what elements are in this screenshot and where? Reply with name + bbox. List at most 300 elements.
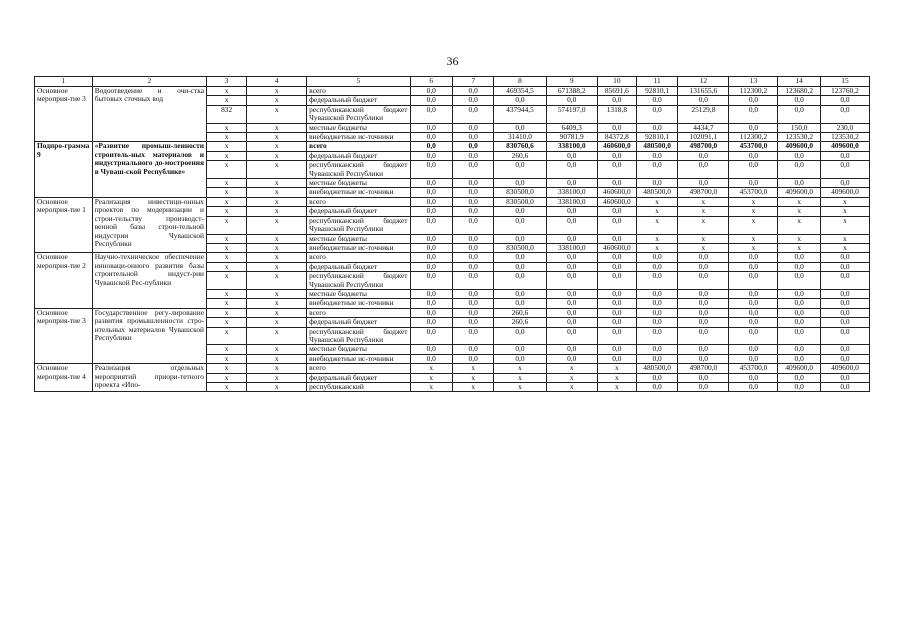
value-cell: 0,0 (678, 318, 729, 327)
code-cell: х (206, 87, 246, 96)
value-cell: 92810,1 (636, 87, 677, 96)
code-cell: х (247, 345, 307, 354)
code-cell: х (247, 216, 307, 234)
value-cell: 0,0 (636, 123, 677, 132)
header-cell: 12 (678, 77, 729, 87)
value-cell: 0,0 (494, 289, 546, 298)
value-cell: 0,0 (453, 151, 494, 160)
value-cell: 0,0 (636, 151, 677, 160)
value-cell: 84372,8 (597, 133, 636, 142)
value-cell: х (729, 197, 778, 206)
value-cell: 0,0 (729, 105, 778, 123)
value-cell: 409600,0 (778, 142, 820, 151)
value-cell: 0,0 (778, 289, 820, 298)
program-label: Основное мероприя-тие 1 (35, 197, 93, 252)
code-cell: 832 (206, 105, 246, 123)
value-cell: 0,0 (636, 105, 677, 123)
value-cell: 0,0 (778, 345, 820, 354)
value-cell: 0,0 (546, 345, 597, 354)
value-cell: х (453, 383, 494, 392)
code-cell: х (206, 151, 246, 160)
funding-source: республиканский бюджет Чувашской Республики (307, 161, 410, 179)
value-cell: 0,0 (410, 207, 452, 216)
value-cell: 0,0 (729, 151, 778, 160)
value-cell: 0,0 (494, 262, 546, 271)
header-cell: 2 (92, 77, 206, 87)
table-row (35, 87, 870, 96)
funding-source: внебюджетные ис-точники (307, 354, 410, 363)
value-cell: х (494, 373, 546, 382)
code-cell: х (206, 308, 246, 317)
value-cell: 0,0 (453, 133, 494, 142)
funding-source: республиканский бюджет Чувашской Республики (307, 105, 410, 123)
value-cell: х (729, 243, 778, 252)
header-cell: 3 (206, 77, 246, 87)
value-cell: 0,0 (778, 308, 820, 317)
table-row (35, 197, 870, 206)
value-cell: х (729, 207, 778, 216)
funding-source: республиканский бюджет Чувашской Республики (307, 327, 410, 345)
funding-source: местные бюджеты (307, 289, 410, 298)
value-cell: 0,0 (546, 318, 597, 327)
program-label: Основное мероприя-тие 2 (35, 253, 93, 308)
value-cell: 409600,0 (778, 364, 820, 373)
value-cell: 0,0 (410, 243, 452, 252)
header-cell: 5 (307, 77, 410, 87)
value-cell: 0,0 (494, 354, 546, 363)
header-cell: 9 (546, 77, 597, 87)
value-cell: 0,0 (820, 161, 869, 179)
code-cell: х (247, 151, 307, 160)
value-cell: 25129,8 (678, 105, 729, 123)
value-cell: 0,0 (778, 318, 820, 327)
value-cell: 0,0 (678, 161, 729, 179)
value-cell: х (678, 207, 729, 216)
program-name: Государственное регу-лирование развития промышленности стро-ительных материалов Чувашской Республики (92, 308, 206, 363)
value-cell: 0,0 (410, 262, 452, 271)
value-cell: 0,0 (410, 179, 452, 188)
value-cell: 409600,0 (778, 188, 820, 197)
value-cell: 0,0 (410, 234, 452, 243)
value-cell: 480500,0 (636, 188, 677, 197)
funding-source: всего (307, 308, 410, 317)
value-cell: х (778, 243, 820, 252)
value-cell: 0,0 (546, 327, 597, 345)
value-cell: 1318,8 (597, 105, 636, 123)
funding-source: всего (307, 142, 410, 151)
value-cell: 480500,0 (636, 364, 677, 373)
code-cell: х (206, 142, 246, 151)
value-cell: 0,0 (820, 373, 869, 382)
value-cell: 0,0 (410, 354, 452, 363)
code-cell: х (247, 179, 307, 188)
value-cell: 0,0 (636, 96, 677, 105)
value-cell: 453700,0 (729, 364, 778, 373)
code-cell: х (247, 105, 307, 123)
value-cell: 0,0 (820, 308, 869, 317)
code-cell: х (206, 289, 246, 298)
value-cell: 112300,2 (729, 87, 778, 96)
value-cell: 0,0 (597, 299, 636, 308)
value-cell: 112300,2 (729, 133, 778, 142)
value-cell: 0,0 (678, 96, 729, 105)
value-cell: 0,0 (453, 345, 494, 354)
value-cell: х (820, 243, 869, 252)
value-cell: 123680,2 (778, 87, 820, 96)
value-cell: 131655,6 (678, 87, 729, 96)
value-cell: 0,0 (410, 327, 452, 345)
value-cell: 0,0 (678, 383, 729, 392)
value-cell: 460600,0 (597, 197, 636, 206)
value-cell: 498700,0 (678, 142, 729, 151)
code-cell: х (247, 373, 307, 382)
code-cell: х (247, 207, 307, 216)
value-cell: 0,0 (678, 253, 729, 262)
code-cell: х (247, 142, 307, 151)
value-cell: 0,0 (678, 299, 729, 308)
value-cell: 0,0 (597, 253, 636, 262)
value-cell: 0,0 (729, 262, 778, 271)
value-cell: 0,0 (778, 383, 820, 392)
table-body (35, 77, 870, 392)
value-cell: 0,0 (820, 345, 869, 354)
value-cell: 0,0 (729, 289, 778, 298)
value-cell: 0,0 (410, 318, 452, 327)
code-cell: х (206, 253, 246, 262)
value-cell: 0,0 (678, 354, 729, 363)
value-cell: 102091,1 (678, 133, 729, 142)
value-cell: 0,0 (636, 345, 677, 354)
value-cell: 92810,1 (636, 133, 677, 142)
code-cell: х (206, 133, 246, 142)
value-cell: 0,0 (820, 289, 869, 298)
value-cell: 0,0 (778, 299, 820, 308)
value-cell: 0,0 (778, 105, 820, 123)
code-cell: х (206, 364, 246, 373)
value-cell: 0,0 (597, 179, 636, 188)
value-cell: х (636, 207, 677, 216)
value-cell: 90781,9 (546, 133, 597, 142)
value-cell: 409600,0 (820, 142, 869, 151)
code-cell: х (247, 234, 307, 243)
funding-source: всего (307, 253, 410, 262)
program-name: Водоотведение и очи-стка бытовых сточных вод (92, 87, 206, 142)
funding-source: федеральный бюджет (307, 151, 410, 160)
value-cell: 460600,0 (597, 142, 636, 151)
value-cell: х (494, 383, 546, 392)
header-cell: 11 (636, 77, 677, 87)
value-cell: х (453, 373, 494, 382)
value-cell: 830500,0 (494, 197, 546, 206)
code-cell: х (206, 318, 246, 327)
value-cell: 498700,0 (678, 364, 729, 373)
value-cell: 460600,0 (597, 188, 636, 197)
value-cell: 0,0 (453, 179, 494, 188)
value-cell: х (820, 234, 869, 243)
value-cell: 0,0 (410, 289, 452, 298)
funding-source: местные бюджеты (307, 179, 410, 188)
value-cell: 830500,0 (494, 243, 546, 252)
value-cell: 0,0 (453, 207, 494, 216)
funding-source: республиканский бюджет Чувашской Республики (307, 272, 410, 290)
value-cell: 0,0 (778, 354, 820, 363)
code-cell: х (206, 327, 246, 345)
code-cell: х (206, 262, 246, 271)
value-cell: 469354,5 (494, 87, 546, 96)
value-cell: х (597, 383, 636, 392)
value-cell: 0,0 (453, 105, 494, 123)
funding-source: федеральный бюджет (307, 318, 410, 327)
value-cell: 0,0 (453, 308, 494, 317)
program-name: «Развитие промыш-ленности строитель-ных материалов и индустриального до-мостроения в Чуваш-ской Республике» (92, 142, 206, 197)
value-cell: 0,0 (597, 161, 636, 179)
value-cell: 0,0 (778, 161, 820, 179)
value-cell: 31410,0 (494, 133, 546, 142)
value-cell: 0,0 (597, 123, 636, 132)
value-cell: 0,0 (678, 262, 729, 271)
value-cell: х (778, 216, 820, 234)
value-cell: 671388,2 (546, 87, 597, 96)
value-cell: 0,0 (778, 96, 820, 105)
code-cell: х (206, 123, 246, 132)
funding-source: местные бюджеты (307, 234, 410, 243)
value-cell: х (678, 243, 729, 252)
value-cell: 0,0 (778, 327, 820, 345)
value-cell: 0,0 (678, 151, 729, 160)
value-cell: 0,0 (729, 272, 778, 290)
value-cell: 453700,0 (729, 142, 778, 151)
code-cell: х (206, 383, 246, 392)
value-cell: 85691,6 (597, 87, 636, 96)
value-cell: х (678, 197, 729, 206)
value-cell: 0,0 (494, 161, 546, 179)
value-cell: 0,0 (410, 345, 452, 354)
value-cell: х (820, 197, 869, 206)
header-row (35, 77, 870, 87)
value-cell: 0,0 (778, 151, 820, 160)
value-cell: 6409,3 (546, 123, 597, 132)
value-cell: х (546, 364, 597, 373)
value-cell: 0,0 (546, 151, 597, 160)
code-cell: х (206, 234, 246, 243)
table-row (35, 142, 870, 151)
funding-source: республиканский (307, 383, 410, 392)
value-cell: 0,0 (410, 188, 452, 197)
funding-source: федеральный бюджет (307, 96, 410, 105)
value-cell: 0,0 (453, 253, 494, 262)
header-cell: 7 (453, 77, 494, 87)
funding-source: внебюджетные ис-точники (307, 133, 410, 142)
value-cell: 0,0 (729, 308, 778, 317)
table-row (35, 364, 870, 373)
value-cell: 0,0 (820, 105, 869, 123)
value-cell: 0,0 (678, 327, 729, 345)
value-cell: 0,0 (597, 345, 636, 354)
value-cell: 0,0 (453, 318, 494, 327)
value-cell: 0,0 (410, 216, 452, 234)
value-cell: 0,0 (778, 179, 820, 188)
value-cell: 0,0 (678, 179, 729, 188)
value-cell: 0,0 (494, 123, 546, 132)
value-cell: 0,0 (546, 179, 597, 188)
value-cell: 437944,5 (494, 105, 546, 123)
value-cell: 0,0 (778, 272, 820, 290)
value-cell: х (729, 216, 778, 234)
value-cell: х (410, 373, 452, 382)
value-cell: 0,0 (636, 262, 677, 271)
funding-source: федеральный бюджет (307, 207, 410, 216)
value-cell: х (546, 383, 597, 392)
value-cell: х (636, 197, 677, 206)
value-cell: 0,0 (636, 161, 677, 179)
value-cell: 260,6 (494, 308, 546, 317)
value-cell: 0,0 (820, 318, 869, 327)
value-cell: х (636, 234, 677, 243)
value-cell: 0,0 (678, 345, 729, 354)
program-name: Научно-техническое обеспечение инноваци-онного развития базы строительной индуст-рии Чувашской Рес-публики (92, 253, 206, 308)
value-cell: х (678, 234, 729, 243)
code-cell: х (247, 197, 307, 206)
value-cell: 0,0 (597, 318, 636, 327)
value-cell: 0,0 (410, 123, 452, 132)
value-cell: 0,0 (678, 289, 729, 298)
value-cell: х (778, 197, 820, 206)
value-cell: 0,0 (494, 345, 546, 354)
code-cell: х (206, 179, 246, 188)
value-cell: х (820, 207, 869, 216)
funding-source: всего (307, 87, 410, 96)
value-cell: 0,0 (729, 123, 778, 132)
value-cell: 0,0 (678, 272, 729, 290)
value-cell: 150,0 (778, 123, 820, 132)
value-cell: 338100,0 (546, 243, 597, 252)
value-cell: 0,0 (636, 289, 677, 298)
code-cell: х (206, 299, 246, 308)
value-cell: 0,0 (453, 87, 494, 96)
code-cell: х (206, 197, 246, 206)
code-cell: х (247, 123, 307, 132)
value-cell: 0,0 (729, 318, 778, 327)
funding-source: местные бюджеты (307, 345, 410, 354)
funding-source: внебюджетные ис-точники (307, 243, 410, 252)
value-cell: 0,0 (453, 96, 494, 105)
value-cell: х (820, 216, 869, 234)
value-cell: 260,6 (494, 151, 546, 160)
value-cell: 0,0 (729, 373, 778, 382)
value-cell: 0,0 (729, 354, 778, 363)
value-cell: 0,0 (636, 299, 677, 308)
value-cell: х (410, 383, 452, 392)
table-row (35, 253, 870, 262)
value-cell: 0,0 (729, 179, 778, 188)
value-cell: 0,0 (453, 243, 494, 252)
value-cell: 338100,0 (546, 142, 597, 151)
value-cell: 0,0 (729, 96, 778, 105)
value-cell: 123530,2 (778, 133, 820, 142)
value-cell: 0,0 (636, 308, 677, 317)
value-cell: 0,0 (678, 308, 729, 317)
program-name: Реализация инвестици-онных проектов по модернизации и строи-тельству производст-венной базы строи-тельной индустрии Чувашской Республики (92, 197, 206, 252)
value-cell: 0,0 (410, 308, 452, 317)
value-cell: 0,0 (597, 272, 636, 290)
header-cell: 1 (35, 77, 93, 87)
header-cell: 15 (820, 77, 869, 87)
value-cell: 0,0 (597, 234, 636, 243)
funding-source: местные бюджеты (307, 123, 410, 132)
value-cell: 0,0 (820, 272, 869, 290)
value-cell: 0,0 (453, 142, 494, 151)
value-cell: 0,0 (546, 308, 597, 317)
value-cell: 409600,0 (820, 188, 869, 197)
value-cell: 0,0 (494, 234, 546, 243)
value-cell: 574197,0 (546, 105, 597, 123)
value-cell: 0,0 (453, 123, 494, 132)
code-cell: х (206, 272, 246, 290)
value-cell: 0,0 (546, 262, 597, 271)
value-cell: 0,0 (820, 253, 869, 262)
value-cell: 0,0 (820, 327, 869, 345)
value-cell: 498700,0 (678, 188, 729, 197)
value-cell: 0,0 (597, 327, 636, 345)
value-cell: 0,0 (546, 161, 597, 179)
value-cell: 830760,6 (494, 142, 546, 151)
code-cell: х (247, 161, 307, 179)
value-cell: 0,0 (410, 253, 452, 262)
code-cell: х (206, 188, 246, 197)
value-cell: 0,0 (636, 354, 677, 363)
value-cell: 0,0 (729, 383, 778, 392)
value-cell: 0,0 (410, 151, 452, 160)
value-cell: 0,0 (820, 383, 869, 392)
value-cell: 0,0 (494, 299, 546, 308)
value-cell: 0,0 (453, 262, 494, 271)
value-cell: 230,0 (820, 123, 869, 132)
value-cell: 0,0 (636, 253, 677, 262)
funding-source: республиканский бюджет Чувашской Республики (307, 216, 410, 234)
program-label: Основное мероприя-тие 3 (35, 87, 93, 142)
value-cell: х (729, 234, 778, 243)
value-cell: 0,0 (636, 318, 677, 327)
value-cell: 0,0 (410, 272, 452, 290)
value-cell: 338100,0 (546, 197, 597, 206)
value-cell: 0,0 (678, 373, 729, 382)
funding-source: федеральный бюджет (307, 373, 410, 382)
value-cell: х (778, 207, 820, 216)
value-cell: 0,0 (820, 179, 869, 188)
program-name: Реализация отдельных мероприятий приори-тетного проекта «Ипо- (92, 364, 206, 392)
value-cell: 0,0 (778, 373, 820, 382)
code-cell: х (206, 345, 246, 354)
header-cell: 13 (729, 77, 778, 87)
code-cell: х (247, 243, 307, 252)
funding-source: всего (307, 364, 410, 373)
value-cell: 0,0 (729, 161, 778, 179)
value-cell: 0,0 (410, 299, 452, 308)
code-cell: х (206, 96, 246, 105)
value-cell: 0,0 (546, 207, 597, 216)
value-cell: 0,0 (494, 207, 546, 216)
value-cell: 0,0 (729, 327, 778, 345)
funding-source: федеральный бюджет (307, 262, 410, 271)
value-cell: 0,0 (453, 188, 494, 197)
value-cell: 0,0 (546, 289, 597, 298)
value-cell: 0,0 (453, 197, 494, 206)
value-cell: 0,0 (546, 354, 597, 363)
value-cell: 0,0 (636, 373, 677, 382)
value-cell: 0,0 (778, 262, 820, 271)
value-cell: 0,0 (453, 216, 494, 234)
value-cell: 0,0 (636, 327, 677, 345)
